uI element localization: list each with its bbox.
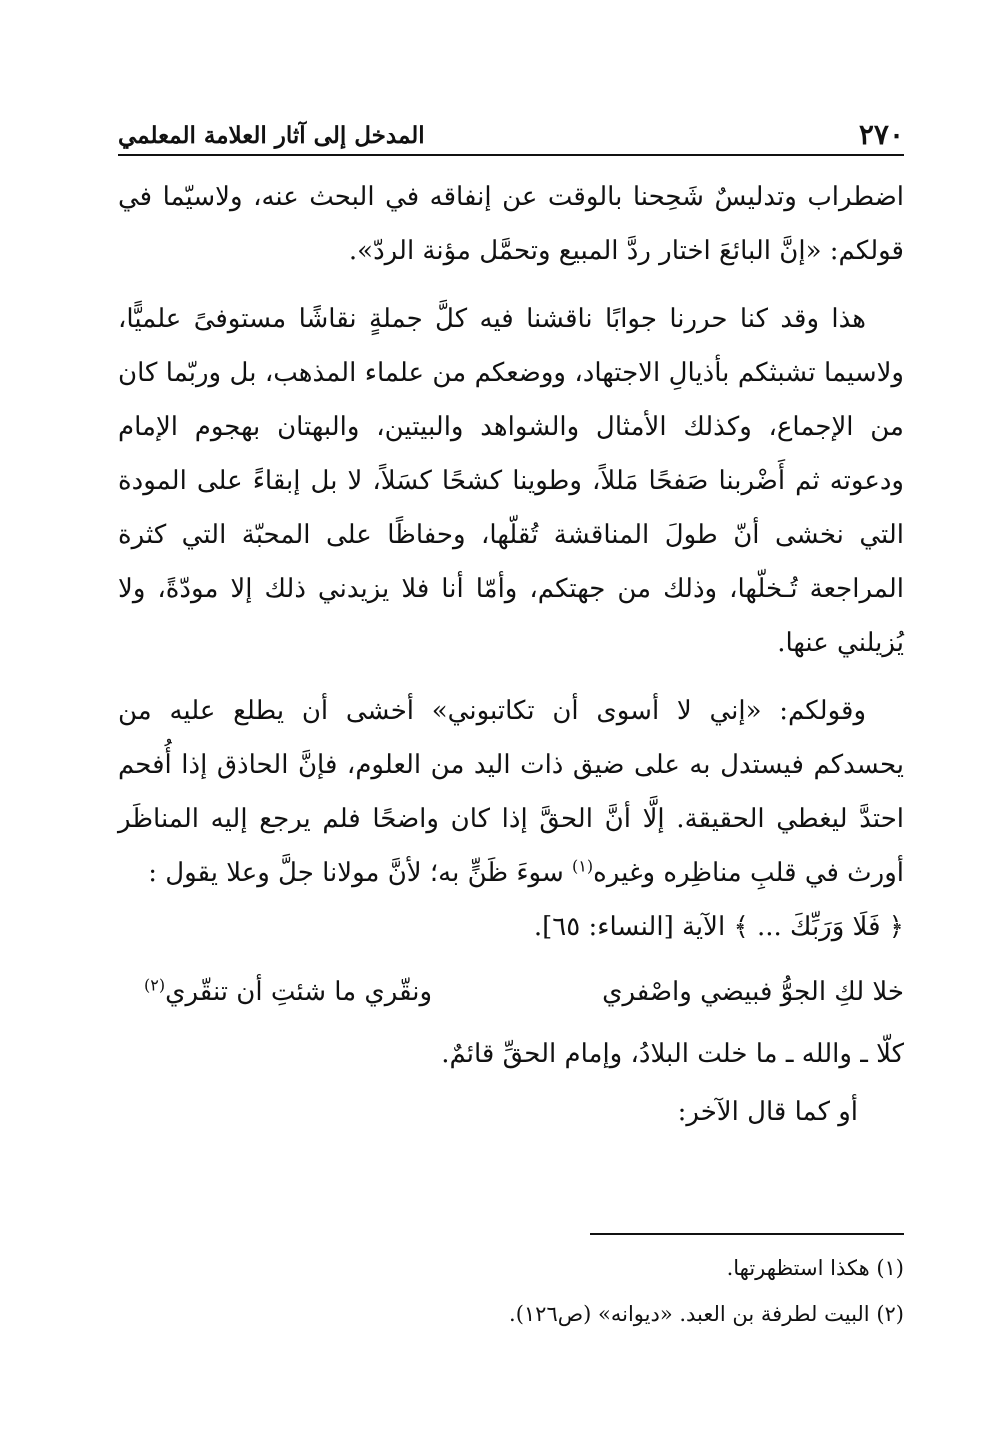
line-after-verse: كلّا ـ والله ـ ما خلت البلادُ، وإمام الحقِّ قائمٌ.	[441, 1039, 904, 1069]
footnote-ref-2: (٢)	[144, 975, 166, 995]
paragraph-1: اضطراب وتدليسٌ شَحِحنا بالوقت عن إنفاقه في البحث عنه، ولاسيّما في قولكم: «إنَّ البائعَ اختار ردَّ المبيع وتحمَّل مؤنة الردّ».	[118, 182, 904, 266]
footnote-divider	[590, 1233, 904, 1235]
line-other-poet: أو كما قال الآخر:	[677, 1097, 858, 1127]
verse-hemistich-left	[144, 962, 432, 1022]
paragraph-3	[118, 684, 904, 954]
quran-quote: ﴿ فَلَا وَرَبِّكَ ... ﴾ الآية [النساء: ٦٥].	[533, 912, 904, 942]
body-text	[118, 170, 904, 1140]
footnote-2: (٢) البيت لطرفة بن العبد. «ديوانه» (ص١٢٦).	[509, 1302, 904, 1326]
verse-hemistich-right: خلا لكِ الجوُّ فبيضي واصْفري	[602, 977, 904, 1007]
page-number: ٢٧٠	[858, 118, 904, 151]
footnote-ref-1: (١)	[572, 856, 594, 876]
running-title: المدخل إلى آثار العلامة المعلمي	[118, 122, 425, 149]
verse-hemistich-left-text: ونقّري ما شئتِ أن تنقّري	[165, 977, 433, 1007]
footnote-1: (١) هكذا استظهرتها.	[726, 1256, 904, 1280]
poetry-verse	[144, 962, 904, 1022]
footnotes	[118, 1245, 904, 1337]
paragraph-3-text: وقولكم: «إني لا أسوى أن تكاتبوني» أخشى أن يطلع عليه من يحسدكم فيستدل به على ضيق ذات اليد من العلوم، فإنَّ الحاذق إذا أُفحم احتدَّ ليغطي الحقيقة. إلَّا أنَّ الحقَّ إذا كان واضحًا فلم يرجع إليه المناظَر أورث في قلبِ مناظِره وغيره	[118, 696, 904, 888]
page-header	[118, 112, 904, 156]
paragraph-3-text-continued: سوءَ ظَنٍّ به؛ لأنَّ مولانا جلَّ وعلا يقول :	[148, 858, 573, 888]
paragraph-2: هذا وقد كنا حررنا جوابًا ناقشنا فيه كلَّ جملةٍ نقاشًا مستوفىً علميًّا، ولاسيما تشبثكم بأذيالِ الاجتهاد، ووضعكم من علماء المذهب، بل وربّما كان من الإجماع، وكذلك الأمثال والشواهد والبيتين، والبهتان بهجوم الإمام ودعوته ثم أَضْربنا صَفحًا مَللاً، وطوينا كشحًا كسَلاً، لا بل إبقاءً على المودة التي نخشى أنّ طولَ المناقشة تُقلّها، وحفاظًا على المحبّة التي كثرة المراجعة تُـخلّها، وذلك من جهتكم، وأمّا أنا فلا يزيدني ذلك إلا مودّةً، ولا يُزيلني عنها.	[118, 304, 904, 658]
